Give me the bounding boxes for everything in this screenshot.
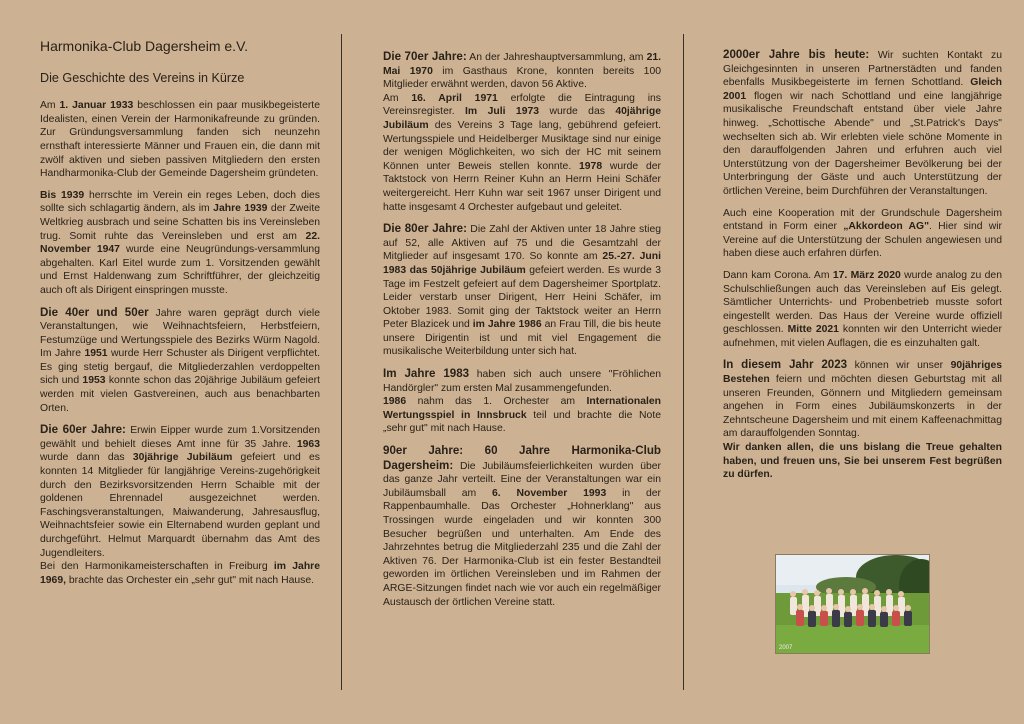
paragraph-2000s: 2000er Jahre bis heute: Wir suchten Kontakt zu Gleichgesinnten in unseren Partnerstädten und fanden ebenfalls Musikbegeisterte im fernen Schottland. Gleich 2001 flogen wir nach Schottland und eine langjährige musikalische Freundschaft entstand über viele Jahre hinweg. „Schottische Abende" und „St.Patrick's Days" wechselten sich ab. Wir erlebten viele schöne Momente in den darauffolgenden Jahren und erfuhren auch viel Unterstützung von der Dagersheimer Bevölkerung bei der Unterbringung der Gäste und auch Unterstützung der örtlichen Vereine, beim Durchführen der Veranstaltungen. [723,48,1003,197]
paragraph-founding: Am 1. Januar 1933 beschlossen ein paar musikbegeisterte Idealisten, einen Verein der Harmonikafreunde zu gründen. Zur Gründungsversammlung fanden sich neunzehn ernsthaft interessierte Männer und Frauen ein, die dann mit zwölf aktiven und sieben passiven Mitgliedern den ersten Handharmonika-Club der Gemeinde Dagersheim gründeten. [40,100,320,180]
column-divider-right [683,34,684,690]
history-column-2 [383,50,661,617]
paragraph-akkordeon-ag: Auch eine Kooperation mit der Grundschule Dagersheim entstand in Form einer „Akkordeon AG". Hier sind wir Vereine auf die Unterstützung der Schulen angewiesen und haben diese auch erfahren dürfen. [723,207,1002,260]
paragraph-thanks: Wir danken allen, die uns bislang die Treue gehalten haben, und freuen uns, Sie bei unserem Fest begrüßen zu dürfen. [723,442,1002,481]
paragraph-40s-50s: Die 40er und 50er Jahre waren geprägt durch viele Veranstaltungen, wie Weihnachtsfeiern, Herbstfeiern, Festumzüge und Wertungsspiele des Bezirks Würm Nagold. Im Jahre 1951 wurde Herr Schuster als Dirigent verpflichtet. Es ging stetig bergauf, die Mitgliederzahlen verdoppelten sich und 1953 konnte schon das 20jährige Jubiläum gefeiert werden mit vielen Gastvereinen, auch aus benachbarten Orten. [40,305,320,414]
paragraph-80s: Die 80er Jahre: Die Zahl der Aktiven unter 18 Jahre stieg auf 52, alle Aktiven auf 75 und die Gesamtzahl der Mitglieder auf insgesamt 170. So konnte am 25.-27. Juni 1983 das 50jährige Jubiläum gefeiert werden. Es wurde 3 Tage im Festzelt gefeiert auf dem Dagersheimer Sportplatz. Leider verstarb unser Dirigent, Herr Heini Schäfer, im Oktober 1983. Somit ging der Taktstock weiter an Herrn Peter Blazicek und im Jahre 1986 an Frau Till, die bis heute unsere Dirigentin ist und mit viel Engagement die musikalische Weiterbildung unter sich hat. [383,222,662,358]
paragraph-70s: Die 70er Jahre: An der Jahreshauptversammlung, am 21. Mai 1970 im Gasthaus Krone, konnten bereits 100 Mitglieder erwähnt werden, davon 56 Aktive. [383,50,662,91]
history-subtitle: Die Geschichte des Vereins in Kürze [40,70,245,85]
paragraph-1969: Bei den Harmonikameisterschaften in Freiburg im Jahre 1969, brachte das Orchester ein „sehr gut" mit nach Hause. [40,561,320,586]
paragraph-90s: 90er Jahre: 60 Jahre Harmonika-Club Dagersheim: Die Jubiläumsfeierlichkeiten wurden über das ganze Jahr verteilt. Eine der Veranstaltungen war ein Jubiläumsball am 6. November 1993 in der Rappenbaumhalle. Das Orchester „Hohnerklang" aus Trossingen wurde eingeladen und wir konnten 300 Besucher begrüßen und unterhalten. Am Ende des Jahrzehntes betrug die Mitgliederzahl 235 und die Zahl der Aktiven 76. Der Harmonika-Club ist ein fester Bestandteil geworden im örtlichen Vereinsleben und im Rahmen der ARGE-Sitzungen findet nach wie vor auch ein regelmäßiger Austausch der örtlichen Vereine statt. [383,444,661,608]
paragraph-innsbruck: 1986 nahm das 1. Orchester am Internationalen Wertungsspiel in Innsbruck teil und brachte die Note „sehr gut" mit nach Hause. [383,396,661,435]
paragraph-1971-1978: Am 16. April 1971 erfolgte die Eintragung ins Vereinsregister. Im Juli 1973 wurde das 40jährige Jubiläum des Vereins 3 Tage lang, gebührend gefeiert. Wertungsspiele und Heidelberger Musiktage sind nur einige der wenigen Möglichkeiten, wo sich der HC mit seinem Können unter Beweis stellen konnte. 1978 wurde der Taktstock von Herrn Reiner Kuhn an Herrn Heini Schäfer weitergereicht. Herr Kuhn war seit 1967 unser Dirigent und hatte insgesamt 4 Orchester aufgebaut und geleitet. [383,92,661,213]
group-photo [775,554,930,654]
history-column-1 [40,40,320,595]
paragraph-60s: Die 60er Jahre: Erwin Eipper wurde zum 1.Vorsitzenden gewählt und behielt dieses Amt inne für 35 Jahre. 1963 wurde dann das 30jährige Jubiläum gefeiert und es konnten 14 Mitglieder für langjährige Vereins-zugehörigkeit durch den Bezirksvorsitzenden Herrn Schaible mit der goldenen Ehrennadel ausgezeichnet werden. Faschingsveranstaltungen, Maiwanderung, Jahresausflug, Weihnachtsfeier sowie ein Elternabend wurden geplant und durchgeführt. Helmut Marquardt übernahm das Amt des Jugendleiters. [40,423,320,559]
photo-year-label: 2007 [779,645,793,651]
paragraph-handoergler: Im Jahre 1983 haben sich auch unsere "Fröhlichen Handörgler" zum ersten Mal zusammengefunden. [383,367,662,394]
club-title: Harmonika-Club Dagersheim e.V. [40,38,249,54]
paragraph-war-years: Bis 1939 herrschte im Verein ein reges Leben, doch dies sollte sich schlagartig ändern, als im Jahre 1939 der Zweite Weltkrieg ausbrach und seine Schatten bis ins Vereinsleben trug. Somit ruhte das Vereinsleben und erst am 22. November 1947 wurde eine Neugründungs-versammlung abgehalten. Karl Eitel wurde zum 1. Vorsitzenden gewählt und Ernst Haldenwang zum Schriftführer, der gleichzeitig auch oft als Dirigent einspringen musste. [40,189,320,296]
paragraph-2023: In diesem Jahr 2023 können wir unser 90jähriges Bestehen feiern und möchten diesen Geburtstag mit all unseren Freunden, Gönnern und Mitgliedern gemeinsam angehen in Form eines Jubiläumskonzerts in der Zehntscheune Dagersheim und mit einem Kaffeenachmittag am darauffolgenden Sonntag. [723,358,1002,440]
group-photo-illustration [776,555,929,653]
paragraph-corona: Dann kam Corona. Am 17. März 2020 wurde analog zu den Schulschließungen auch das Vereinsleben auf Eis gelegt. Sämtlicher Unterrichts- und Probenbetrieb musste sofort eingestellt werden. Das Haus der Vereine wurde offiziell geschlossen. Mitte 2021 konnten wir den Unterricht wieder aufnehmen, mit vielen Auflagen, die es einzuhalten galt. [723,269,1002,349]
column-divider-left [341,34,342,690]
history-column-3 [723,48,1002,490]
